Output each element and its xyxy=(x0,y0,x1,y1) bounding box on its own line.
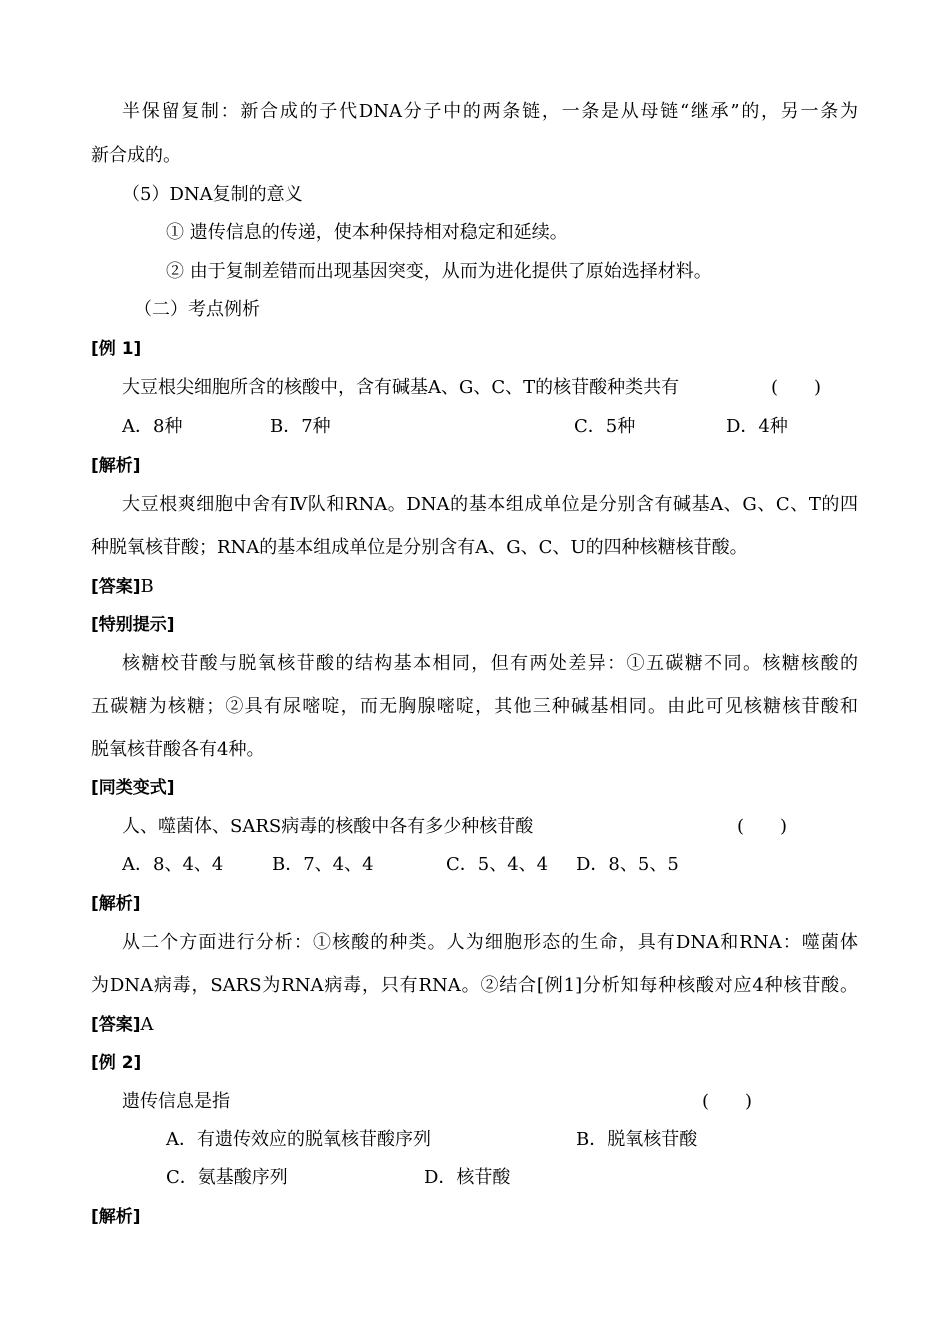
analysis-label: [解析] xyxy=(91,894,141,914)
tip-text: 脱氧核苷酸各有4种。 xyxy=(91,739,265,760)
question-text: 大豆根尖细胞所含的核酸中，含有碱基A、G、C、T的核苷酸种类共有 xyxy=(122,377,680,398)
analysis-text: 种脱氧核苷酸；RNA的基本组成单位是分别含有A、G、C、U的四种核糖核苷酸。 xyxy=(91,537,748,558)
option-b: B．脱氧核苷酸 xyxy=(576,1129,698,1150)
section-heading: （5）DNA复制的意义 xyxy=(122,184,303,205)
answer-paren: ( ) xyxy=(702,1091,753,1112)
option-a: A．8种 xyxy=(122,416,183,437)
example-label: [例 2] xyxy=(91,1053,142,1073)
question-text: 遗传信息是指 xyxy=(122,1091,230,1112)
answer-value: A xyxy=(140,1014,154,1035)
text-line: 半保留复制：新合成的子代DNA分子中的两条链，一条是从母链“继承”的，另一条为 xyxy=(122,101,858,122)
option-d: D．核苷酸 xyxy=(424,1167,511,1188)
option-c: C．5、4、4 xyxy=(446,854,549,875)
text-line: ② 由于复制差错而出现基因突变，从而为进化提供了原始选择材料。 xyxy=(166,261,712,282)
option-d: D．8、5、5 xyxy=(576,854,679,875)
option-c: C．氨基酸序列 xyxy=(166,1167,288,1188)
analysis-text: 从二个方面进行分析：①核酸的种类。人为细胞形态的生命，具有DNA和RNA：噬菌体 xyxy=(122,932,858,953)
option-a: A．有遗传效应的脱氧核苷酸序列 xyxy=(166,1129,431,1150)
variant-label: [同类变式] xyxy=(91,778,175,798)
answer-value: B xyxy=(140,576,154,597)
analysis-label: [解析] xyxy=(91,456,141,476)
answer-label: [答案] xyxy=(91,1015,141,1035)
analysis-label: [解析] xyxy=(91,1207,141,1227)
answer-paren: ( ) xyxy=(771,377,822,398)
tip-text: 核糖校苷酸与脱氧核苷酸的结构基本相同，但有两处差异：①五碳糖不同。核糖核酸的 xyxy=(122,653,858,674)
tip-label: [特别提示] xyxy=(91,615,175,635)
answer-line xyxy=(91,1013,154,1037)
answer-line xyxy=(91,575,154,599)
answer-label: [答案] xyxy=(91,577,141,597)
option-c: C．5种 xyxy=(574,416,636,437)
answer-paren: ( ) xyxy=(737,816,788,837)
section-heading: （二）考点例析 xyxy=(134,299,260,320)
analysis-text: 大豆根爽细胞中舍有Ⅳ队和RNA。DNA的基本组成单位是分别含有碱基A、G、C、T的四 xyxy=(122,494,858,515)
option-b: B．7、4、4 xyxy=(272,854,374,875)
text-line: 新合成的。 xyxy=(91,145,181,166)
tip-text: 五碳糖为核糖；②具有尿嘧啶，而无胸腺嘧啶，其他三种碱基相同。由此可见核糖核苷酸和 xyxy=(91,696,858,717)
analysis-text: 为DNA病毒，SARS为RNA病毒，只有RNA。②结合[例1]分析知每种核酸对应4种核苷酸。 xyxy=(91,975,858,996)
option-b: B．7种 xyxy=(270,416,331,437)
option-a: A．8、4、4 xyxy=(122,854,224,875)
question-text: 人、噬菌体、SARS病毒的核酸中各有多少种核苷酸 xyxy=(122,816,534,837)
text-line: ① 遗传信息的传递，使本种保持相对稳定和延续。 xyxy=(166,222,568,243)
example-label: [例 1] xyxy=(91,339,142,359)
option-d: D．4种 xyxy=(726,416,788,437)
